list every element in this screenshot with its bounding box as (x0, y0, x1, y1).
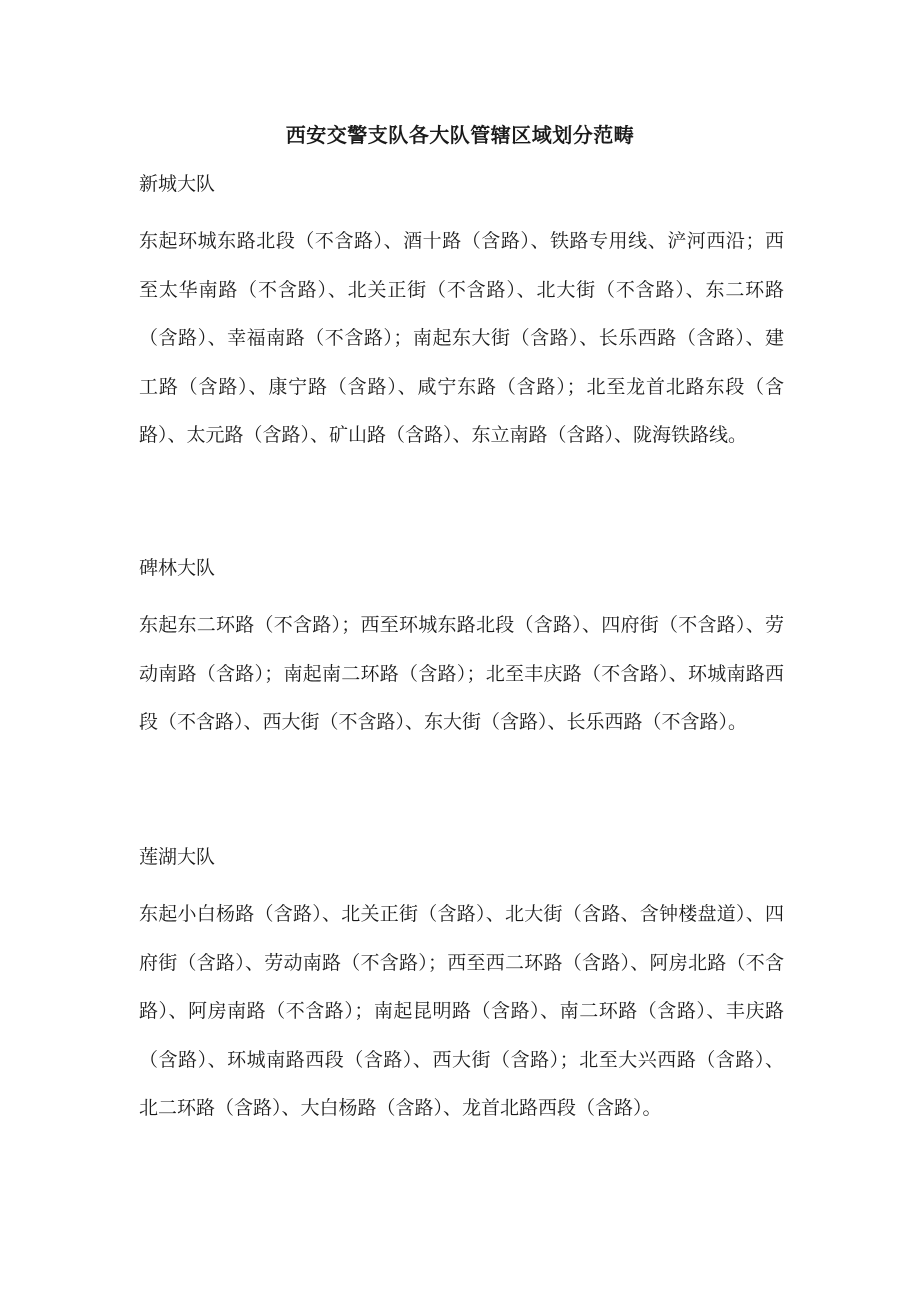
section-body: 东起东二环路（不含路）；西至环城东路北段（含路）、四府街（不含路）、劳动南路（含路）；南起南二环路（含路）；北至丰庆路（不含路）、环城南路西段（不含路）、西大街（不含路）、东大街（含路）、长乐西路（不含路）。 (139, 614, 784, 733)
section-heading: 莲湖大队 (139, 846, 216, 868)
section-body: 东起小白杨路（含路）、北关正街（含路）、北大街（含路、含钟楼盘道）、四府街（含路）、劳动南路（不含路）；西至西二环路（含路）、阿房北路（不含路）、阿房南路（不含路）；南起昆明路（含路）、南二环路（含路）、丰庆路（含路）、环城南路西段（含路）、西大街（含路）；北至大兴西路（含路）、北二环路（含路）、大白杨路（含路）、龙首北路西段（含路）。 (139, 903, 784, 1119)
section-xincheng (139, 169, 784, 460)
section-body: 东起环城东路北段（不含路）、酒十路（含路）、铁路专用线、浐河西沿；西至太华南路（不含路）、北关正街（不含路）、北大街（不含路）、东二环路（含路）、幸福南路（不含路）；南起东大街（含路）、长乐西路（含路）、建工路（含路）、康宁路（含路）、咸宁东路（含路）；北至龙首北路东段（含路）、太元路（含路）、矿山路（含路）、东立南路（含路）、陇海铁路线。 (139, 230, 784, 446)
document-title: 西安交警支队各大队管辖区域划分范畴 (285, 123, 635, 147)
section-lianhu (139, 842, 784, 1133)
section-heading: 碑林大队 (139, 557, 216, 579)
section-heading: 新城大队 (139, 173, 216, 195)
section-beilin (139, 553, 784, 747)
